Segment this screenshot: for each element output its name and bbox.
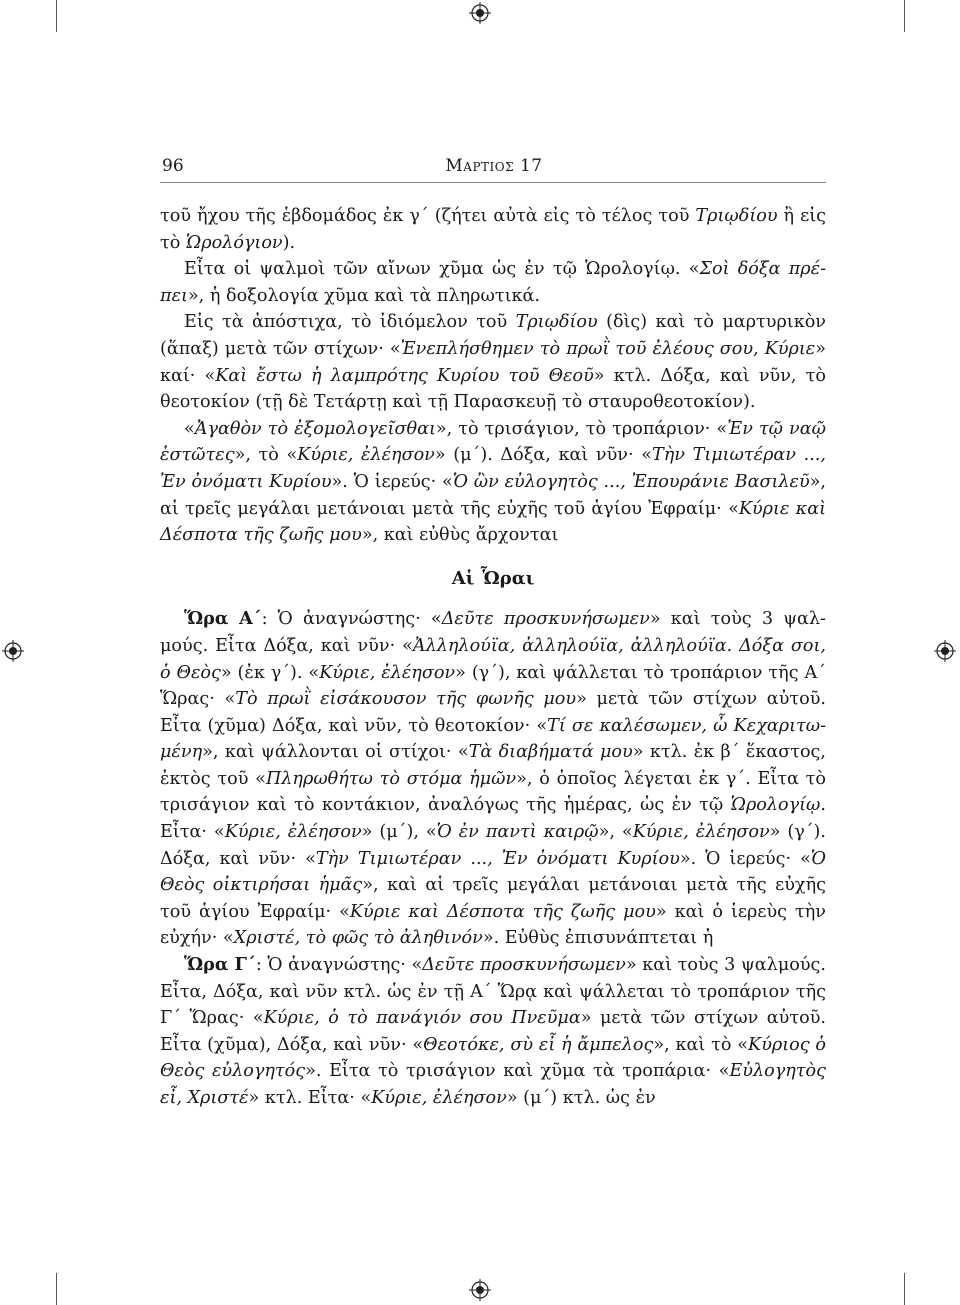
italic-text: Ἀλληλούϊα, ἀλληλούϊα, ἀλληλούϊα. Δόξα σοι, ὁ Θεὸς (160, 635, 826, 683)
text-run: », τὸ « (234, 445, 298, 466)
text-run: ). (282, 232, 296, 253)
italic-text: Ὁ ὢν εὐλογητὸς ..., Ἐπουράνιε Βασιλεῦ (452, 471, 810, 492)
italic-text: Κύριε, ἐλέησον (371, 1088, 507, 1108)
page-header (162, 156, 826, 182)
text-run: ». Ὁ ἱερεύς· « (679, 848, 811, 869)
text-run: » (γ΄). Δόξα, καὶ νῦν· « (160, 822, 827, 869)
italic-text: Τὴν Τιμιωτέραν ..., Ἐν ὀνόματι Κυρίου (160, 445, 826, 492)
header-rule (160, 182, 826, 183)
text-run: » καὶ τοὺς 3 ψαλμούς. Εἶτα, Δόξα, καὶ νῦν κτλ. ὡς ἐν τῇ Α΄ Ὥρᾳ καὶ ψάλλεται τὸ τροπάριον τῆς Γ΄ Ὥρας· « (160, 955, 826, 1029)
paragraph (160, 952, 826, 1112)
text-run: » (μ΄) κτλ. ὡς ἐν (506, 1088, 656, 1108)
section-title: Αἱ Ὧραι (451, 567, 535, 589)
text-run: » (ἐκ γ΄). « (220, 662, 320, 683)
crop-mark-tl-vertical (56, 0, 57, 32)
italic-text: Τὴν Τιμιωτέραν ..., Ἐν ὀνόματι Κυρίου (315, 848, 680, 869)
bold-label: Ὥρα Γ΄ (184, 954, 256, 976)
italic-text: Κύριε, ἐλέησον (319, 662, 456, 683)
text-run: » καὶ τοὺς 3 ψαλμούς. Εἶτα Δόξα, καὶ νῦν· « (160, 609, 826, 656)
registration-mark-top-icon (469, 2, 491, 24)
paragraph (160, 416, 826, 549)
italic-text: Ὁ Θεὸς οἰκτιρήσαι ἡμᾶς (160, 848, 826, 896)
running-head: Μαρτιος 17 (445, 156, 543, 176)
italic-text: Κύριε καὶ Δέσποτα τῆς ζωῆς μου (160, 498, 826, 546)
italic-text: Ὡρολογίῳ (730, 795, 821, 816)
italic-text: Ὡρολόγιον (185, 232, 283, 253)
registration-mark-bottom-icon (469, 1279, 491, 1301)
italic-text: Ὁ ἐν παντὶ καιρῷ (436, 822, 599, 843)
text-run: » κτλ. Δόξα, καὶ νῦν, τὸ θεοτοκίον (τῇ δὲ Τετάρτῃ καὶ τῇ Παρασκευῇ τὸ σταυροθεοτοκίον). (160, 365, 826, 413)
italic-text: Δεῦτε προσκυνήσωμεν (441, 609, 650, 630)
text-run: ». Εὐθὺς ἐπισυνάπτεται ἡ (482, 928, 714, 949)
text-run: », καὶ ψάλλονται οἱ στίχοι· « (202, 742, 469, 763)
text-run: », « (598, 822, 633, 843)
text-run: : Ὁ ἀναγνώστης· « (261, 609, 442, 630)
text-run: » (μ΄), « (361, 822, 437, 843)
paragraph (160, 203, 826, 256)
text-run: » (μ΄). Δόξα, καὶ νῦν· « (434, 445, 652, 466)
italic-text: Σοὶ δόξα πρέπει (160, 259, 827, 306)
text-run: » καὶ ὁ ἱερεὺς τὴν εὐχήν· « (160, 901, 826, 949)
italic-text: Δεῦτε προσκυνήσωμεν (422, 955, 626, 976)
paragraph (160, 309, 826, 415)
text-run: ». Εἶτα τὸ τρισάγιον καὶ χῦμα τὰ τροπάρια· « (305, 1061, 730, 1082)
text-run: « (184, 418, 195, 439)
crop-mark-br-vertical (904, 1273, 905, 1305)
italic-text: Τὰ διαβήματά μου (468, 742, 633, 763)
text-run: Εἶτα οἱ ψαλμοὶ τῶν αἴνων χῦμα ὡς ἐν τῷ Ὡρολογίῳ. « (184, 259, 700, 280)
italic-text: Εὐλογητὸς εἶ, Χριστέ (160, 1061, 826, 1108)
text-run: », αἱ τρεῖς μεγάλαι μετάνοιαι μετὰ τῆς εὐχῆς τοῦ ἁγίου Ἐφραίμ· « (160, 471, 827, 519)
text-run: », τὸ τρισάγιον, τὸ τροπάριον· « (435, 418, 728, 439)
italic-text: Χριστέ, τὸ φῶς τὸ ἀληθινόν (233, 928, 483, 949)
crop-mark-bl-vertical (56, 1273, 57, 1305)
italic-text: Τριῳδίου (515, 312, 598, 333)
italic-text: Ἀγαθὸν τὸ ἐξομολογεῖσθαι (194, 418, 436, 439)
text-run: » κτλ. Εἶτα· « (248, 1088, 372, 1108)
italic-text: Κύριε, ἐλέησον (632, 822, 770, 843)
text-run: ». Ὁ ἱερεύς· « (331, 471, 453, 492)
italic-text: Ἐνεπλήσθημεν τὸ πρωῒ τοῦ ἐλέους σου, Κύριε (400, 338, 816, 359)
italic-text: Κύριε, ἐλέησον (224, 822, 362, 843)
italic-text: Θεοτόκε, σὺ εἶ ἡ ἄμπελος (423, 1034, 654, 1055)
paragraph (160, 606, 826, 952)
italic-text: Τί σε καλέσωμεν, ὦ Κεχαριτωμένη (160, 715, 827, 763)
text-run: », καὶ εὐθὺς ἄρχονται (361, 525, 559, 546)
text-run: τοῦ ἤχου τῆς ἑβδομάδος ἐκ γ΄ (ζήτει αὐτὰ εἰς τὸ τέλος τοῦ (160, 206, 696, 226)
italic-text: Καὶ ἔστω ἡ λαμπρότης Κυρίου τοῦ Θεοῦ (215, 365, 594, 386)
page-body (160, 203, 826, 1112)
italic-text: Κύριε, ὁ τὸ πανάγιόν σου Πνεῦμα (263, 1008, 581, 1029)
text-run: » (γ΄), καὶ ψάλλεται τὸ τροπάριον τῆς Α΄ Ὥρας· « (160, 662, 826, 710)
page-number: 96 (162, 156, 184, 176)
text-run: : Ὁ ἀναγνώστης· « (255, 955, 423, 976)
text-run: (δὶς) καὶ τὸ μαρτυρικὸν (ἅπαξ) μετὰ τῶν στίχων· « (160, 312, 826, 359)
text-run: », καὶ αἱ τρεῖς μεγάλαι μετάνοιαι μετὰ τῆς εὐχῆς τοῦ ἁγίου Ἐφραίμ· « (160, 875, 826, 922)
text-run: », καὶ τὸ « (653, 1034, 749, 1055)
registration-mark-right-icon (934, 640, 956, 662)
italic-text: Κύριος ὁ Θεὸς εὐλογητός (160, 1034, 826, 1082)
italic-text: Τὸ πρωῒ εἰσάκουσον τῆς φωνῆς μου (235, 689, 577, 710)
text-run: », ἡ δοξολογία χῦμα καὶ τὰ πληρωτικά. (187, 285, 540, 306)
italic-text: Πληρωθήτω τὸ στόμα ἡμῶν (265, 768, 517, 789)
text-run: » κτλ. ἐκ β΄ ἕκαστος, ἐκτὸς τοῦ « (160, 742, 826, 789)
paragraph (160, 256, 826, 309)
text-run: Εἰς τὰ ἀπόστιχα, τὸ ἰδιόμελον τοῦ (184, 312, 516, 333)
text-run: . Εἶτα· « (160, 795, 826, 843)
bold-label: Ὥρα Α΄ (184, 608, 262, 630)
italic-text: Ἐν τῷ ναῷ ἑστῶτες (160, 418, 826, 466)
text-run: » μετὰ τῶν στίχων αὐτοῦ. Εἶτα (χῦμα) Δόξα, καὶ νῦν, τὸ θεοτοκίον· « (160, 689, 826, 736)
italic-text: Τριῳδίου (695, 206, 778, 226)
italic-text: Κύριε, ἐλέησον (297, 445, 435, 466)
text-run: ἢ εἰς τὸ (160, 206, 826, 253)
italic-text: Κύριε καὶ Δέσποτα τῆς ζωῆς μου (349, 901, 656, 922)
crop-mark-tr-vertical (904, 0, 905, 32)
registration-mark-left-icon (2, 640, 24, 662)
text-run: » καί· « (160, 338, 826, 386)
text-run: », ὁ ὁποῖος λέγεται ἐκ γ΄. Εἶτα τὸ τρισάγιον καὶ τὸ κοντάκιον, ἀναλόγως τῆς ἡμέρας, ὡς ἐν τῷ (160, 768, 826, 816)
text-run: » μετὰ τῶν στίχων αὐτοῦ. Εἶτα (χῦμα), Δόξα, καὶ νῦν· « (160, 1008, 826, 1055)
